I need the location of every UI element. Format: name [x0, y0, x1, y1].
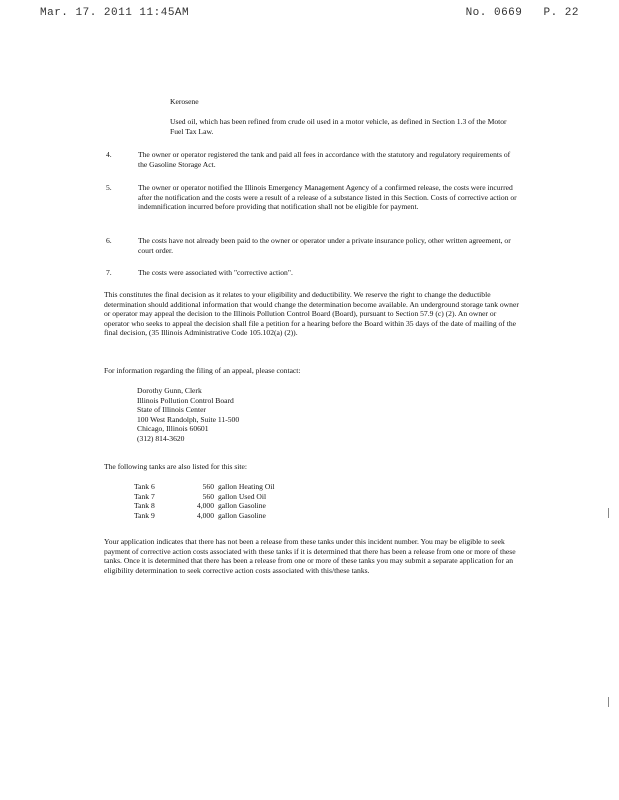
contact-line: Chicago, Illinois 60601 — [137, 424, 209, 434]
contact-line: Dorothy Gunn, Clerk — [137, 386, 202, 395]
scan-mark — [608, 508, 609, 518]
tank-row — [134, 482, 394, 492]
tank-row — [134, 501, 394, 511]
tank-size: 560 — [202, 482, 214, 491]
tank-description: gallon Gasoline — [218, 510, 266, 520]
scan-mark — [608, 697, 609, 707]
tank-name: Tank 7 — [134, 491, 155, 501]
tank-size: 4,000 — [196, 510, 214, 520]
list-item-number: 4. — [106, 150, 112, 159]
tank-size: 560 — [202, 491, 214, 501]
closing-paragraph: Your application indicates that there has not been a release from these tanks under this incident number. You may be eligible to seek payment of corrective action costs associated with these tanks if it is determined that there has been a release from one or more of these tanks. Once it is determined that there has been a release from one or more of these tanks you may submit a separate application for an eligibility determination to seek corrective action costs associated with this/these tanks. — [104, 537, 516, 575]
contact-line: (312) 814-3620 — [137, 433, 185, 443]
contact-line: 100 West Randolph, Suite 11-500 — [137, 414, 240, 424]
tank-row — [134, 492, 394, 502]
contact-line: State of Illinois Center — [137, 405, 206, 415]
list-item-text: The costs were associated with "corrective action". — [138, 268, 293, 277]
final-decision-paragraph: This constitutes the final decision as it relates to your eligibility and deductibility. We reserve the right to change the deductible determination should additional information that would change the determination become available. An underground storage tank owner or operator may appeal the decision to the Illinois Pollution Control Board (Board), pursuant to Section 57.9 (c) (2). An owner or operator who seeks to appeal the decision shall file a petition for a hearing before the Board within 35 days of the date of mailing of the final decision, (35 Illinois Administrative Code 105.102(a) (2)). — [104, 290, 519, 338]
kerosene-heading: Kerosene — [170, 97, 199, 106]
tank-description: gallon Heating Oil — [218, 482, 275, 491]
fax-number: No. 0669 — [465, 7, 523, 19]
list-item-text: The owner or operator notified the Illinois Emergency Management Agency of a confirmed release, the costs were incurred after the notification and the costs were a result of a release of a substance listed in this Section. Costs of corrective action or indemnification incurred before providing that notification shall not be eligible for payment. — [138, 183, 517, 212]
tank-row — [134, 511, 394, 521]
list-item-text: The owner or operator registered the tank and paid all fees in accordance with the statutory and regulatory requirements of the Gasoline Storage Act. — [138, 150, 511, 169]
contact-address — [137, 386, 437, 444]
tanks-intro: The following tanks are also listed for this site: — [104, 462, 247, 471]
contact-line: Illinois Pollution Control Board — [137, 395, 234, 405]
tank-list — [134, 482, 394, 520]
list-item-text: The costs have not already been paid to the owner or operator under a private insurance policy, other written agreement, or court order. — [138, 236, 511, 255]
tank-size: 4,000 — [196, 501, 214, 511]
list-item-number: 6. — [106, 236, 112, 245]
list-item-number: 7. — [106, 268, 112, 277]
tank-description: gallon Used Oil — [218, 491, 267, 501]
appeal-contact-intro: For information regarding the filing of an appeal, please contact: — [104, 366, 301, 375]
tank-name: Tank 9 — [134, 510, 155, 520]
tank-description: gallon Gasoline — [218, 501, 266, 511]
used-oil-paragraph: Used oil, which has been refined from crude oil used in a motor vehicle, as defined in Section 1.3 of the Motor Fuel Tax Law. — [170, 117, 507, 136]
tank-name: Tank 6 — [134, 482, 155, 491]
list-item-number: 5. — [106, 183, 112, 192]
fax-date-time: Mar. 17. 2011 11:45AM — [40, 7, 190, 19]
fax-page: P. 22 — [543, 7, 579, 19]
tank-name: Tank 8 — [134, 501, 155, 511]
